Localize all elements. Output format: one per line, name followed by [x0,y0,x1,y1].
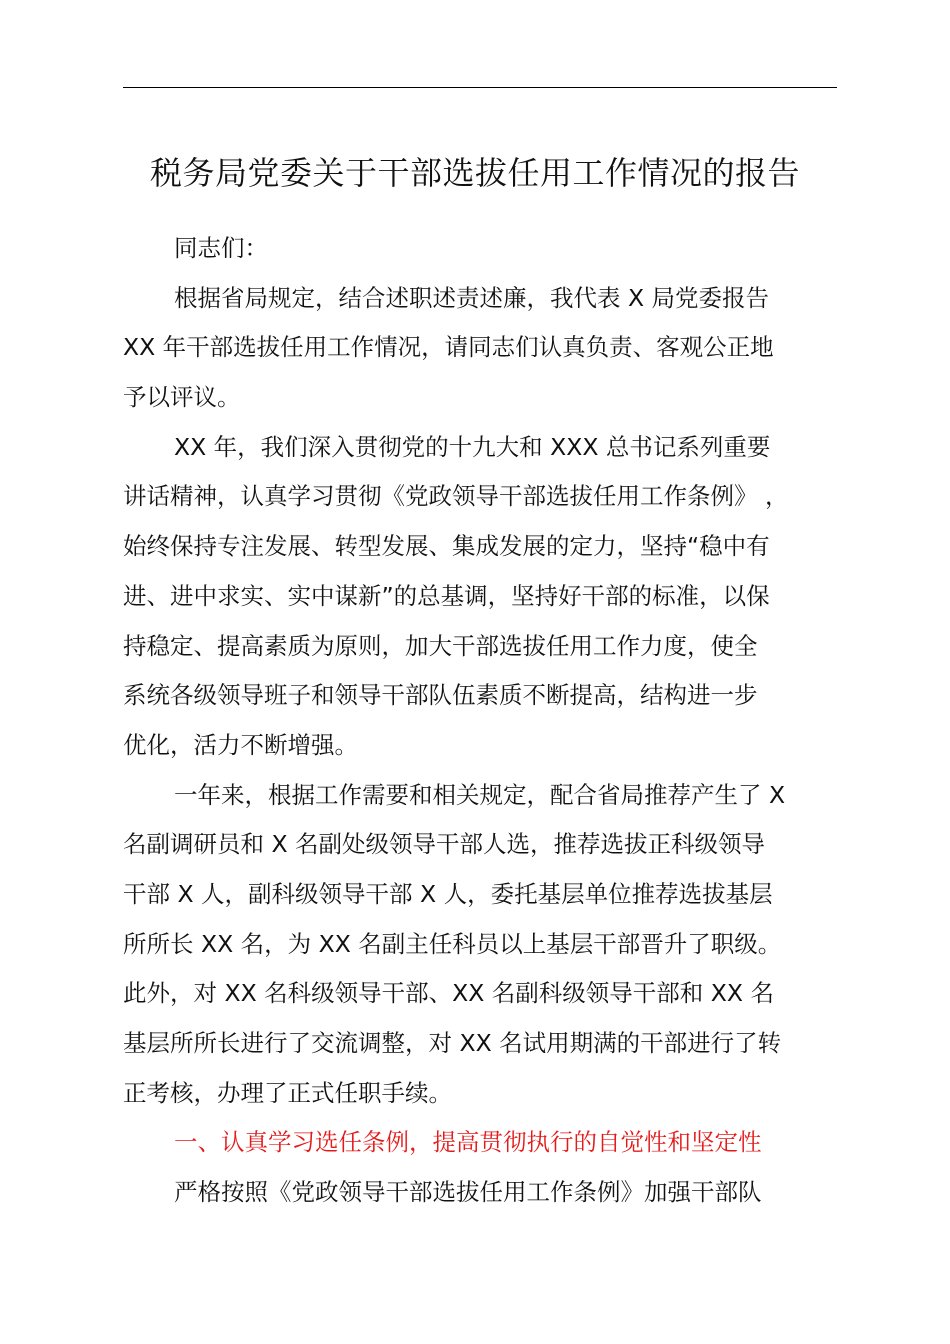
body-line: 基层所所长进行了交流调整，对 XX 名试用期满的干部进行了转 [123,1029,782,1057]
body-line: 名副调研员和 X 名副处级领导干部人选，推荐选拔正科级领导 [123,830,766,859]
body-line: 优化，活力不断增强。 [123,730,358,759]
body-line: 正考核，办理了正式任职手续。 [123,1078,452,1107]
body-line: 始终保持专注发展、转型发展、集成发展的定力，坚持“稳中有 [123,532,770,561]
body-line: 进、进中求实、实中谋新”的总基调，坚持好干部的标准，以保 [123,581,770,610]
document-body [123,224,863,1218]
body-line: 干部 X 人，副科级领导干部 X 人，委托基层单位推荐选拔基层 [123,879,773,908]
body-line: 所所长 XX 名，为 XX 名副主任科员以上基层干部晋升了职级。 [123,929,782,958]
body-line: 持稳定、提高素质为原则，加大干部选拔任用工作力度，使全 [123,631,758,660]
body-line: 此外，对 XX 名科级领导干部、XX 名副科级领导干部和 XX 名 [123,979,774,1008]
document-title: 税务局党委关于干部选拔任用工作情况的报告 [149,154,800,192]
body-line: 讲话精神，认真学习贯彻《党政领导干部选拔任用工作条例》 ， [123,482,789,511]
header-rule [123,87,837,88]
body-line: 根据省局规定，结合述职述责述廉，我代表 X 局党委报告 [174,283,770,312]
body-line: 一年来，根据工作需要和相关规定，配合省局推荐产生了 X [174,780,786,809]
body-line: 系统各级领导班子和领导干部队伍素质不断提高，结构进一步 [123,681,758,710]
section-heading: 一、认真学习选任条例，提高贯彻执行的自觉性和坚定性 [174,1128,762,1157]
salutation: 同志们： [174,234,268,262]
body-line: XX 年，我们深入贯彻党的十九大和 XXX 总书记系列重要 [174,432,771,461]
body-line: XX 年干部选拔任用工作情况，请同志们认真负责、客观公正地 [123,333,774,362]
body-paragraphs [123,274,863,1119]
body-line: 予以评议。 [123,383,241,412]
body-line-continued: 严格按照《党政领导干部选拔任用工作条例》加强干部队 [174,1178,762,1207]
